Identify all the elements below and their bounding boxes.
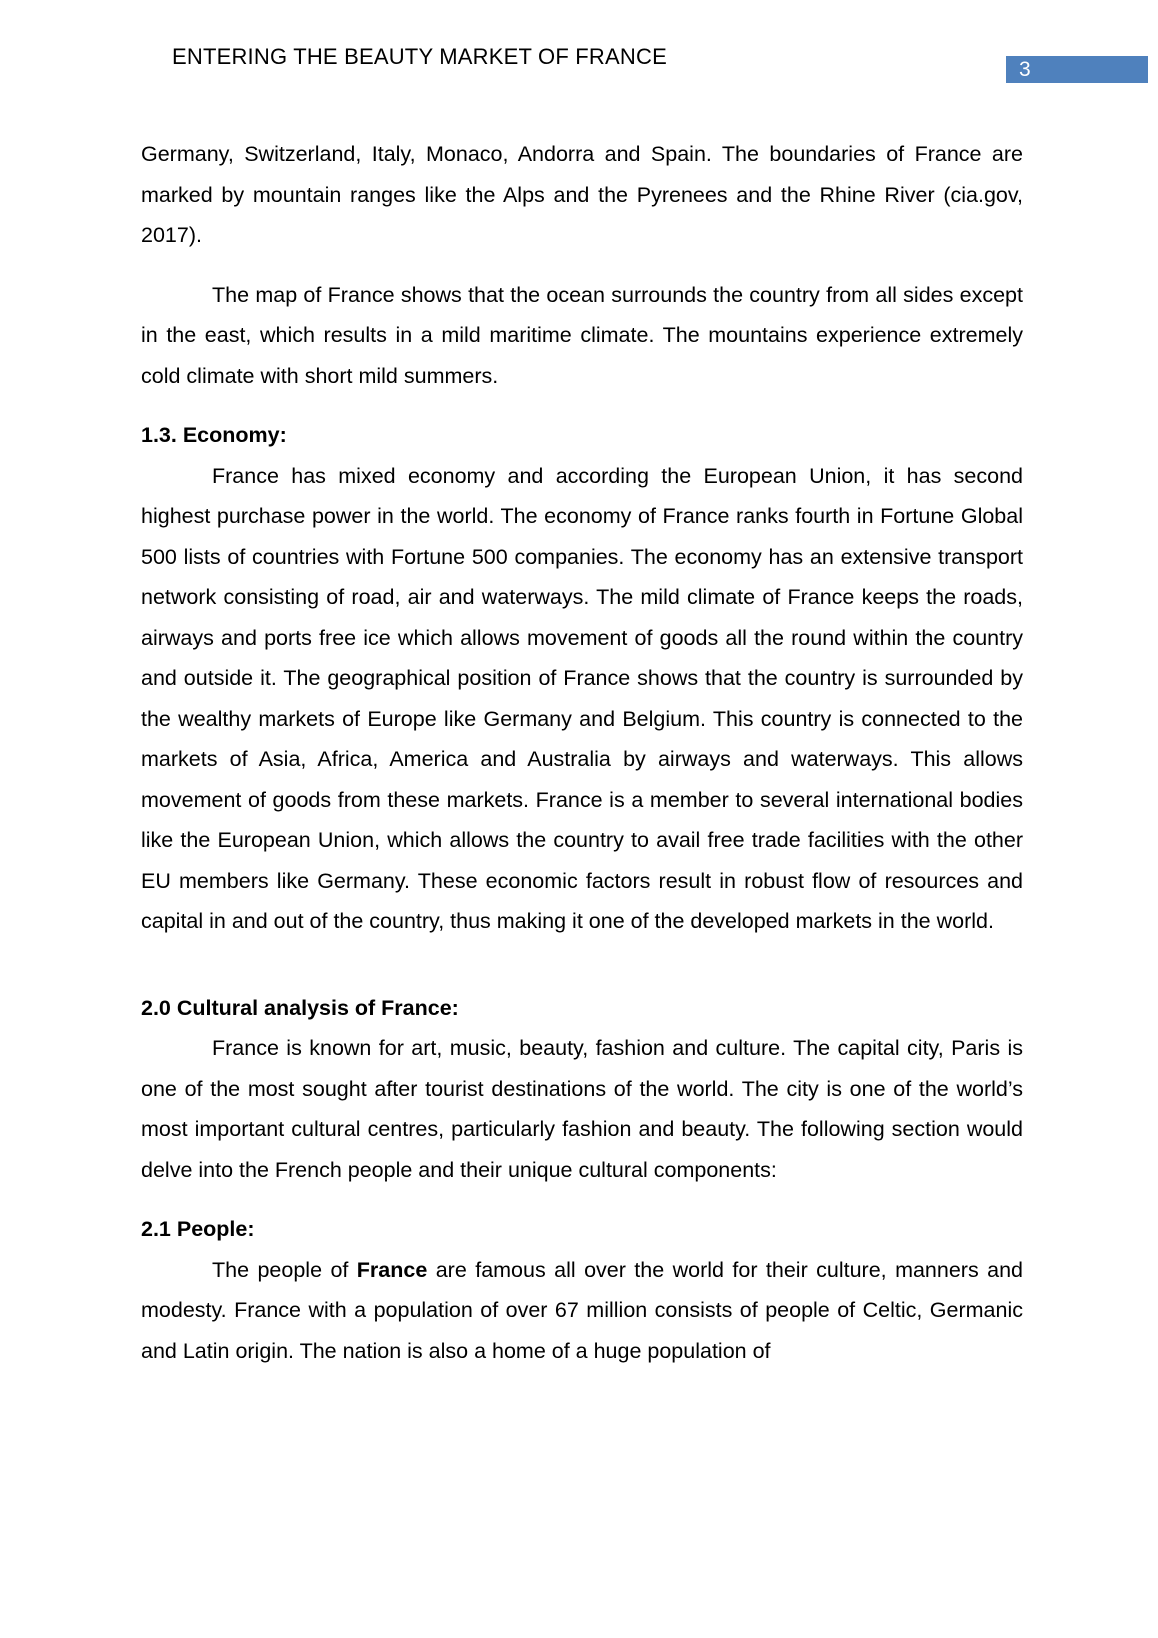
paragraph-people-start: The people of (212, 1257, 357, 1282)
heading-people: 2.1 People: (141, 1217, 255, 1241)
document-body (141, 134, 1023, 1371)
paragraph-people-rest: are famous all over the world for their culture, manners and modesty. France with a population of over 67 million consists of people of Celtic, Germanic and Latin origin. The nation is also a home of a huge population of (141, 1257, 1024, 1363)
heading-economy: 1.3. Economy: (141, 423, 287, 447)
paragraph-people-france-bold: France (356, 1257, 428, 1282)
paragraph-cultural: France is known for art, music, beauty, fashion and culture. The capital city, Paris is one of the most sought after tourist destinations of the world. The city is one of the world’s most important cultural centres, particularly fashion and beauty. The following section would delve into the French people and their unique cultural components: (141, 1036, 1023, 1182)
heading-cultural-analysis: 2.0 Cultural analysis of France: (141, 995, 459, 1020)
paragraph-people (141, 1250, 1023, 1372)
page-number: 3 (1006, 56, 1148, 83)
paragraph-borders: Germany, Switzerland, Italy, Monaco, Andorra and Spain. The boundaries of France are marked by mountain ranges like the Alps and the Pyrenees and the Rhine River (cia.gov, 2017). (141, 142, 1023, 247)
paragraph-climate: The map of France shows that the ocean surrounds the country from all sides except in the east, which results in a mild maritime climate. The mountains experience extremely cold climate with short mild summers. (141, 282, 1023, 388)
running-header-title: ENTERING THE BEAUTY MARKET OF FRANCE (172, 44, 667, 69)
paragraph-economy: France has mixed economy and according the European Union, it has second highest purchase power in the world. The economy of France ranks fourth in Fortune Global 500 lists of countries with Fortune 500 companies. The economy has an extensive transport network consisting of road, air and waterways. The mild climate of France keeps the roads, airways and ports free ice which allows movement of goods all the round within the country and outside it. The geographical position of France shows that the country is surrounded by the wealthy markets of Europe like Germany and Belgium. This country is connected to the markets of Asia, Africa, America and Australia by airways and waterways. This allows movement of goods from these markets. France is a member to several international bodies like the European Union, which allows the country to avail free trade facilities with the other EU members like Germany. These economic factors result in robust flow of resources and capital in and out of the country, thus making it one of the developed markets in the world. (141, 463, 1023, 933)
